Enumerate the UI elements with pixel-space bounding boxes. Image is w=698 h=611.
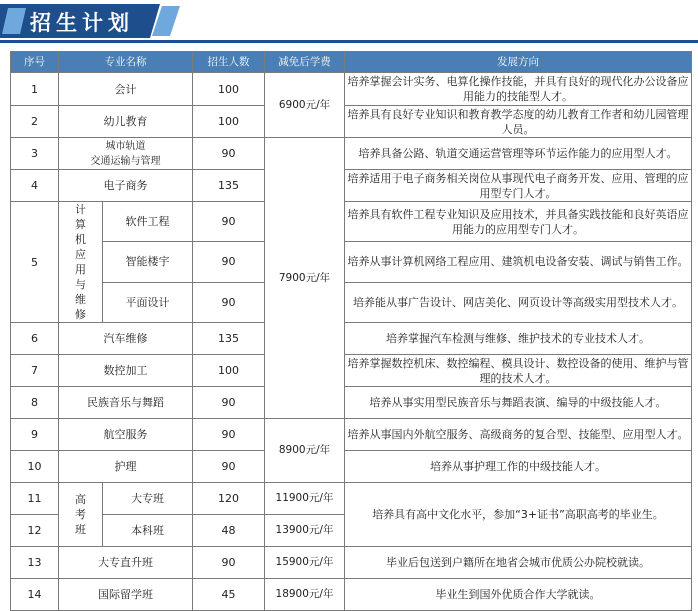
enroll-count: 45: [193, 579, 265, 611]
table-row: [11, 355, 692, 387]
row-no: 14: [11, 579, 59, 611]
major-name: 城市轨道 交通运输与管理: [59, 138, 193, 170]
direction-text: 培养从事计算机网络工程应用、建筑机电设备安装、调试与销售工作。: [345, 242, 692, 282]
table-row: [11, 242, 692, 282]
direction-text: 培养适用于电子商务相关岗位从事现代电子商务开发、应用、管理的应用型专门人才。: [345, 170, 692, 202]
major-name: 数控加工: [59, 355, 193, 387]
major-name: 护理: [59, 451, 193, 483]
enroll-count: 48: [193, 515, 265, 547]
table-row: [11, 419, 692, 451]
header-count: 招生人数: [193, 52, 265, 73]
direction-text: 培养从事护理工作的中级技能人才。: [345, 451, 692, 483]
header-no: 序号: [11, 52, 59, 73]
row-no: 7: [11, 355, 59, 387]
row-no: 4: [11, 170, 59, 202]
table-row: [11, 106, 692, 138]
direction-text: 培养掌握会计实务、电算化操作技能，并具有良好的现代化办公设备应用能力的技能型人才。: [345, 73, 692, 106]
direction-text: 培养从事实用型民族音乐与舞蹈表演、编导的中级技能人才。: [345, 387, 692, 419]
row-no: 12: [11, 515, 59, 547]
tuition-fee: 6900元/年: [265, 73, 345, 138]
row-no: 5: [11, 202, 59, 323]
direction-text: 培养具有高中文化水平，参加“3+证书”高职高考的毕业生。: [345, 483, 692, 547]
direction-text: 培养掌握汽车检测与维修、维护技术的专业技术人才。: [345, 323, 692, 355]
table-row: [11, 387, 692, 419]
enrollment-plan-table: [10, 51, 692, 611]
table-row: [11, 323, 692, 355]
major-name: 电子商务: [59, 170, 193, 202]
row-no: 8: [11, 387, 59, 419]
table-row: [11, 282, 692, 322]
header-direction: 发展方向: [345, 52, 692, 73]
direction-text: 培养具备公路、轨道交通运营管理等环节运作能力的应用型人才。: [345, 138, 692, 170]
row-no: 11: [11, 483, 59, 515]
header-fee: 减免后学费: [265, 52, 345, 73]
enroll-count: 100: [193, 106, 265, 138]
direction-text: 培养从事国内外航空服务、高级商务的复合型、技能型、应用型人才。: [345, 419, 692, 451]
header-major: 专业名称: [59, 52, 193, 73]
major-group-label: 高考班: [75, 493, 86, 536]
direction-text: 培养具有良好专业知识和教育教学态度的幼儿教育工作者和幼儿园管理人员。: [345, 106, 692, 138]
tuition-fee: 8900元/年: [265, 419, 345, 483]
enroll-count: 100: [193, 73, 265, 106]
tuition-fee: 15900元/年: [265, 547, 345, 579]
tuition-fee: 7900元/年: [265, 138, 345, 419]
major-name: 会计: [59, 73, 193, 106]
major-name: 航空服务: [59, 419, 193, 451]
major-group-label: 计算机应用与维修: [75, 203, 86, 321]
table-row: [11, 547, 692, 579]
tuition-fee: 18900元/年: [265, 579, 345, 611]
enroll-count: 120: [193, 483, 265, 515]
major-name: 汽车维修: [59, 323, 193, 355]
row-no: 3: [11, 138, 59, 170]
enroll-count: 90: [193, 451, 265, 483]
enroll-count: 90: [193, 419, 265, 451]
enroll-count: 90: [193, 242, 265, 282]
major-name: 平面设计: [103, 282, 193, 322]
direction-text: 毕业生到国外优质合作大学就读。: [345, 579, 692, 611]
enroll-count: 135: [193, 323, 265, 355]
row-no: 2: [11, 106, 59, 138]
table-row: [11, 138, 692, 170]
row-no: 9: [11, 419, 59, 451]
page-title: 招生计划: [30, 11, 134, 35]
major-group-computer: [59, 202, 103, 323]
direction-text: 毕业后包送到户籍所在地省会城市优质公办院校就读。: [345, 547, 692, 579]
enroll-count: 135: [193, 170, 265, 202]
enroll-count: 90: [193, 547, 265, 579]
direction-text: 培养具有软件工程专业知识及应用技术，并具备实践技能和良好英语应用能力的应用型专门人才。: [345, 202, 692, 242]
enroll-count: 90: [193, 202, 265, 242]
tuition-fee: 13900元/年: [265, 515, 345, 547]
major-name: 大专班: [103, 483, 193, 515]
table-row: [11, 579, 692, 611]
direction-text: 培养掌握数控机床、数控编程、模具设计、数控设备的使用、维护与管理的技术人才。: [345, 355, 692, 387]
enroll-count: 90: [193, 282, 265, 322]
enroll-count: 90: [193, 387, 265, 419]
major-name: 大专直升班: [59, 547, 193, 579]
table-row: [11, 73, 692, 106]
major-name: 软件工程: [103, 202, 193, 242]
direction-text: 培养能从事广告设计、网店美化、网页设计等高级实用型技术人才。: [345, 282, 692, 322]
tuition-fee: 11900元/年: [265, 483, 345, 515]
table-row: [11, 202, 692, 242]
table-row: [11, 483, 692, 515]
row-no: 6: [11, 323, 59, 355]
major-name: 民族音乐与舞蹈: [59, 387, 193, 419]
table-row: [11, 451, 692, 483]
major-name: 国际留学班: [59, 579, 193, 611]
major-name: 本科班: [103, 515, 193, 547]
major-name: 幼儿教育: [59, 106, 193, 138]
table-header-row: [11, 52, 692, 73]
enroll-count: 100: [193, 355, 265, 387]
major-name: 智能楼宇: [103, 242, 193, 282]
major-group-gaokao: [59, 483, 103, 547]
enroll-count: 90: [193, 138, 265, 170]
row-no: 1: [11, 73, 59, 106]
table-row: [11, 170, 692, 202]
row-no: 13: [11, 547, 59, 579]
row-no: 10: [11, 451, 59, 483]
